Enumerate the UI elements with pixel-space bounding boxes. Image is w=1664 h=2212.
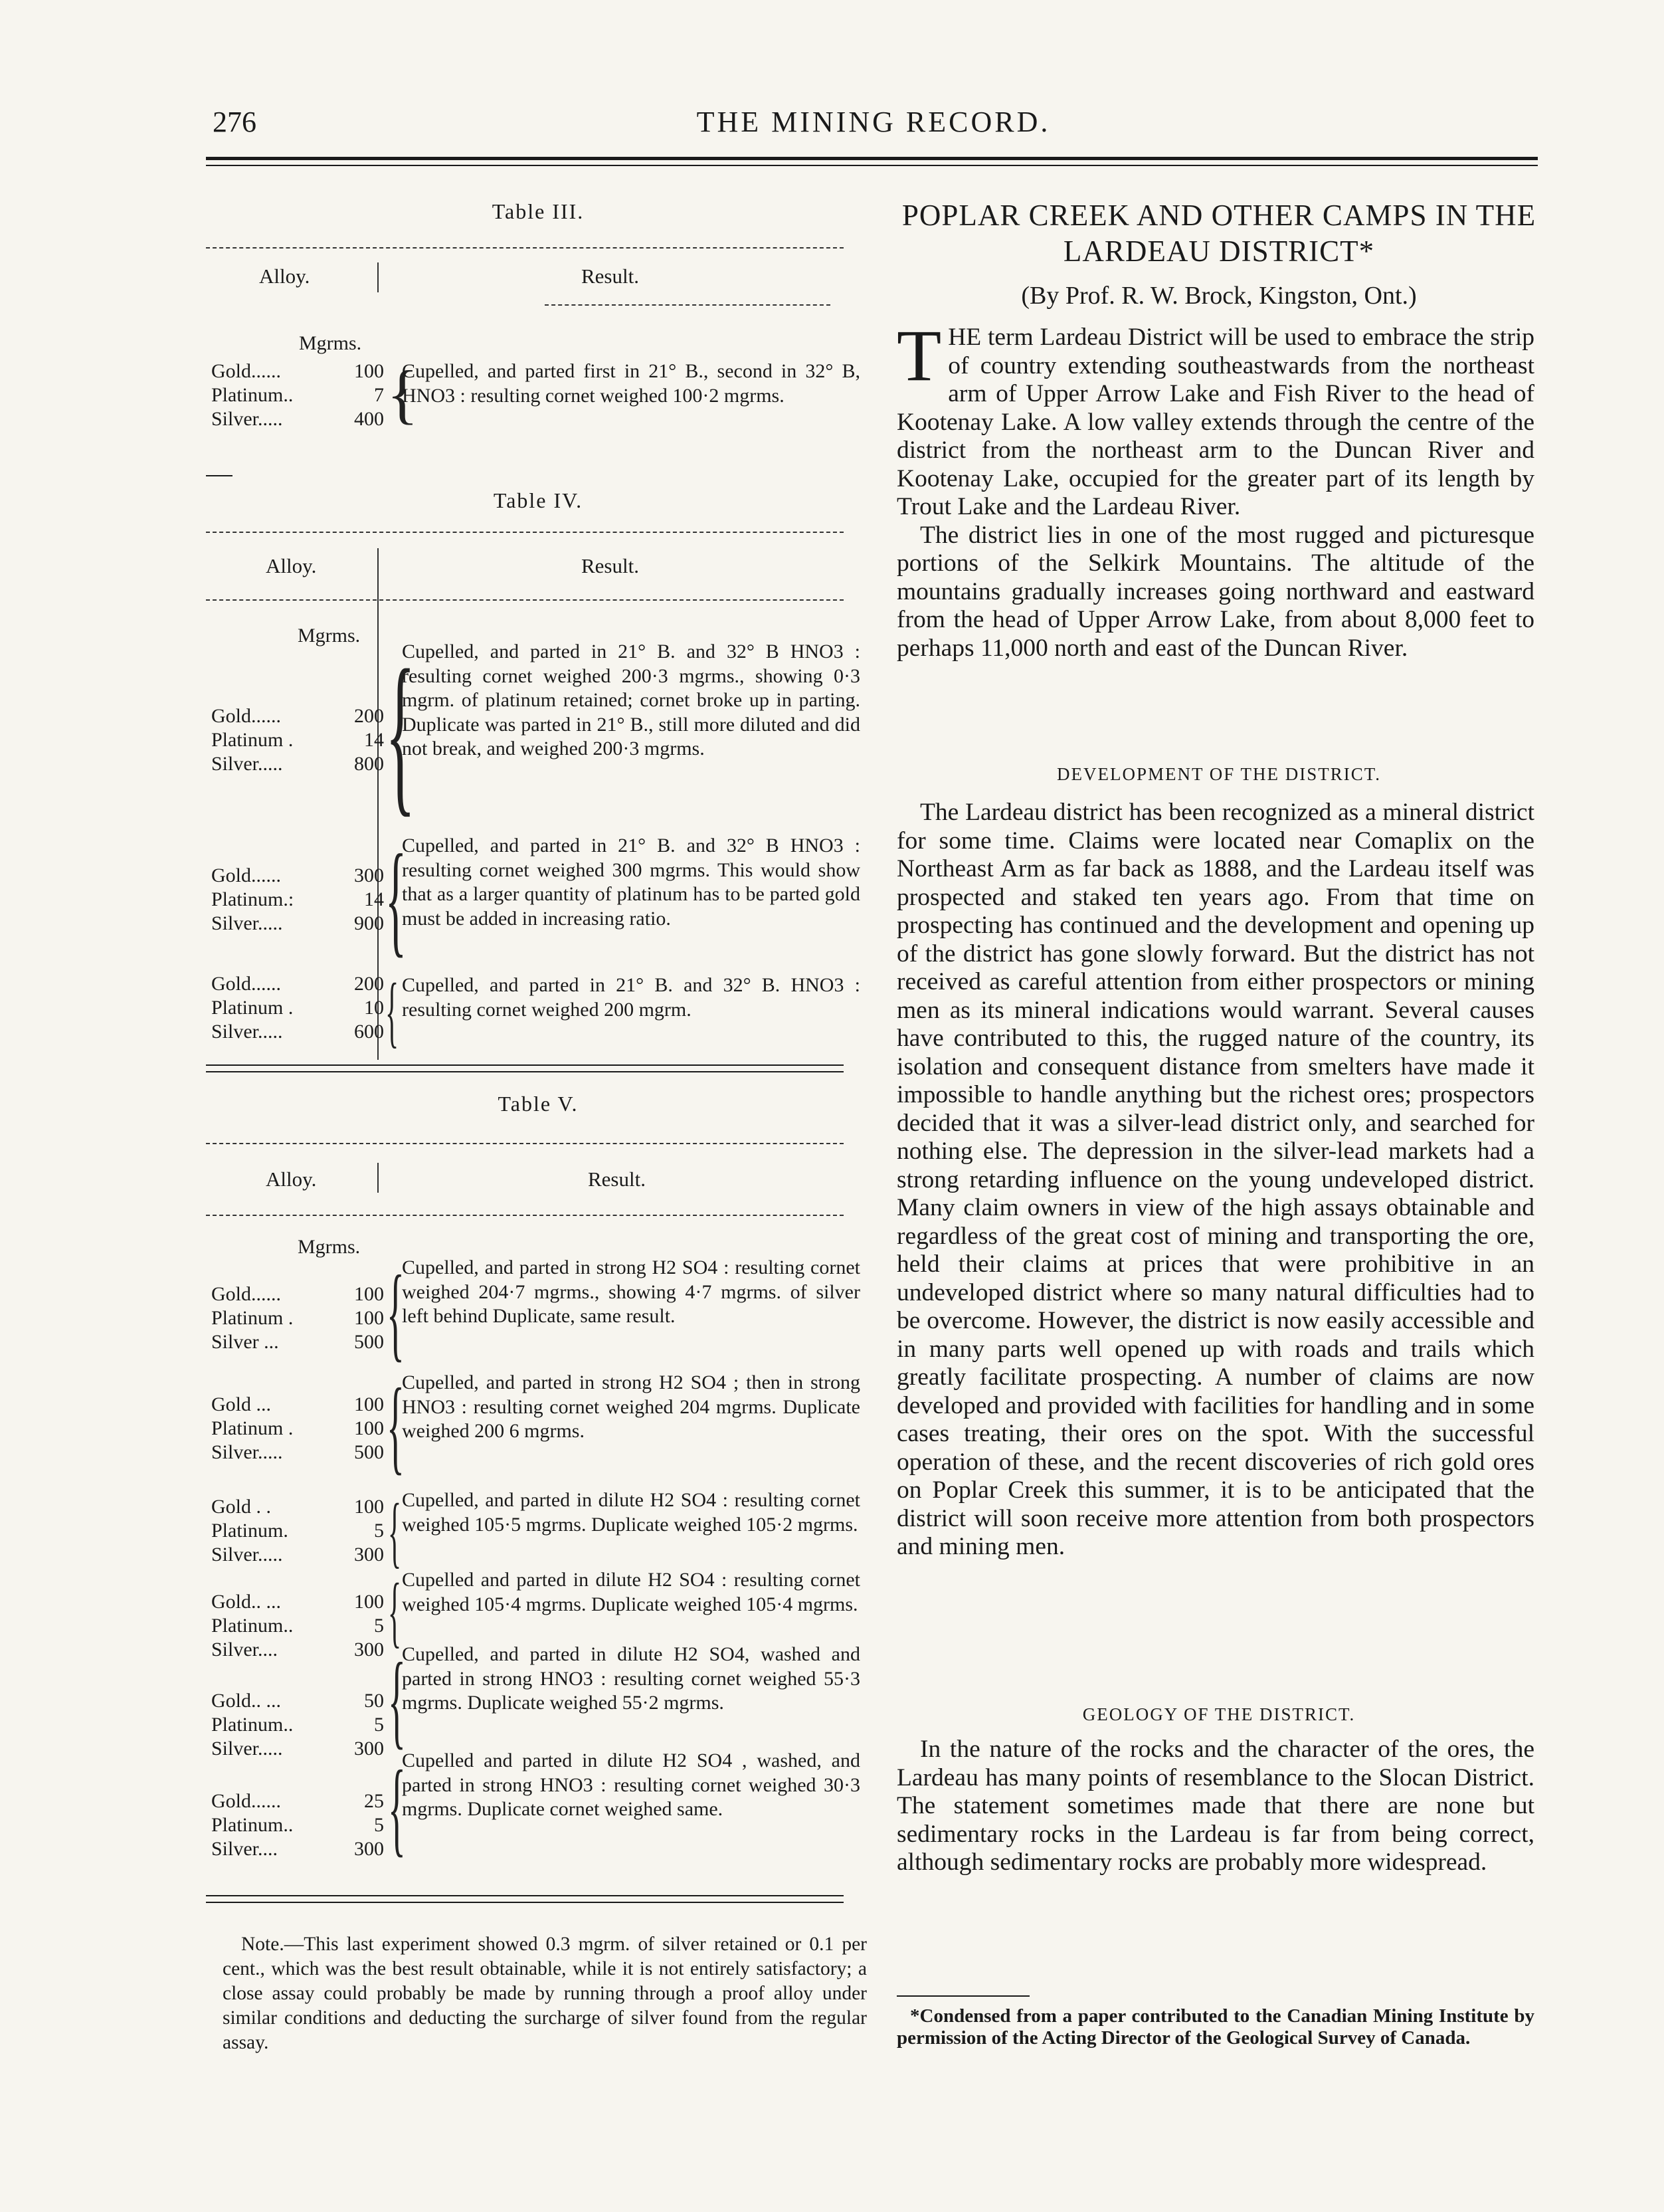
column-header-result: Result.	[581, 264, 639, 288]
table-rule	[206, 1895, 844, 1896]
metal-name: Platinum..	[211, 1714, 294, 1736]
table-rule	[206, 1071, 844, 1072]
units-label: Mgrms.	[298, 625, 361, 647]
metal-amount: 600	[354, 1021, 384, 1043]
metal-amount: 7	[374, 384, 384, 406]
table-rule	[545, 304, 830, 306]
brace-icon: {	[387, 1253, 405, 1371]
result-text: Cupelled, and parted in strong H2 SO4 ; then in strong HNO3 : resulting cornet weighed 204 mgrms. Duplicate weighed 200 6 mgrms.	[402, 1371, 860, 1442]
paragraph-text: HE term Lardeau District will be used to embrace the strip of country extending southeastwards from the northeast arm of Upper Arrow Lake and Fish River to the head of Kootenay Lake. A low valley extends through the centre of the district from the northeast arm to the Duncan River and Kootenay Lake, occupied for the greater part of its length by Trout Lake and the Lardeau River.	[897, 324, 1534, 520]
metal-amount: 200	[354, 705, 384, 727]
running-head: THE MINING RECORD.	[696, 106, 1051, 138]
metal-amount: 200	[354, 973, 384, 995]
alloy-composition	[211, 1590, 384, 1662]
table-caption: Table V.	[498, 1092, 579, 1116]
brace-icon: {	[387, 357, 418, 431]
metal-name: Silver.....	[211, 408, 283, 430]
alloy-composition	[211, 704, 384, 776]
brace-icon: {	[388, 1641, 406, 1759]
brace-icon: {	[385, 829, 407, 969]
brace-icon: {	[385, 967, 399, 1055]
alloy-line	[211, 1330, 384, 1354]
alloy-line	[211, 1020, 384, 1044]
metal-amount: 500	[354, 1441, 384, 1463]
metal-amount: 5	[374, 1520, 384, 1542]
column-header-alloy: Alloy.	[266, 1167, 317, 1191]
alloy-line	[211, 1813, 384, 1837]
metal-amount: 300	[354, 864, 384, 886]
alloy-line	[211, 996, 384, 1020]
alloy-line	[211, 1837, 384, 1861]
metal-name: Platinum .	[211, 729, 294, 751]
result-text: Cupelled, and parted in strong H2 SO4 : resulting cornet weighed 204·7 mgrms., showing 4·7 mgrms. of silver left behind Duplicate, same result.	[402, 1257, 860, 1327]
metal-amount: 300	[354, 1639, 384, 1660]
table-rule	[206, 599, 844, 601]
alloy-line	[211, 1590, 384, 1614]
metal-name: Platinum..	[211, 1814, 294, 1836]
metal-name: Silver.....	[211, 1544, 283, 1565]
alloy-line	[211, 972, 384, 996]
metal-name: Platinum..	[211, 1615, 294, 1637]
result-text: Cupelled and parted in dilute H2 SO4 : resulting cornet weighed 105·4 mgrms. Duplicate weighed 105·4 mgrms.	[402, 1569, 860, 1615]
article-byline: (By Prof. R. W. Brock, Kingston, Ont.)	[1021, 282, 1417, 310]
metal-name: Gold . .	[211, 1496, 271, 1518]
metal-name: Gold......	[211, 1790, 281, 1812]
table-note: Note.—This last experiment showed 0.3 mgrm. of silver retained or 0.1 per cent., which was the best result obtainable, while it is not entirely satisfactory; a close assay could probably be made by running through a proof alloy under similar conditions and deducting the surcharge of silver found from the regular assay.	[223, 1934, 867, 2053]
alloy-composition	[211, 1689, 384, 1761]
alloy-composition	[211, 359, 384, 431]
alloy-composition	[211, 1282, 384, 1354]
metal-name: Gold......	[211, 360, 281, 382]
result-text: Cupelled and parted in dilute H2 SO4 , washed, and parted in strong HNO3 : resulting cornet weighed 30·3 mgrms. Duplicate cornet weighed same.	[402, 1750, 860, 1820]
article-geology	[897, 1736, 1534, 1877]
metal-amount: 50	[364, 1690, 384, 1712]
metal-name: Platinum..	[211, 384, 294, 406]
metal-name: Platinum.:	[211, 888, 294, 910]
page-header	[213, 105, 1534, 145]
metal-amount: 100	[354, 1496, 384, 1518]
table-caption: Table IV.	[493, 488, 583, 512]
metal-name: Platinum .	[211, 1307, 294, 1329]
metal-name: Gold......	[211, 973, 281, 995]
metal-name: Silver.....	[211, 753, 283, 775]
metal-name: Silver.....	[211, 1738, 283, 1760]
alloy-line	[211, 728, 384, 752]
alloy-composition	[211, 864, 384, 936]
brace-icon: {	[387, 1366, 405, 1484]
brace-icon: {	[388, 1567, 402, 1655]
alloy-composition	[211, 972, 384, 1044]
metal-amount: 25	[364, 1790, 384, 1812]
units-label: Mgrms.	[298, 1236, 361, 1258]
column-header-result: Result.	[588, 1167, 646, 1191]
table-rule	[206, 1902, 844, 1903]
metal-amount: 400	[354, 408, 384, 430]
result-text: Cupelled, and parted in 21° B. and 32° B. HNO3 : resulting cornet weighed 200 mgrm.	[402, 974, 860, 1021]
column-divider	[377, 262, 379, 292]
metal-name: Gold......	[211, 705, 281, 727]
alloy-line	[211, 1789, 384, 1813]
column-header-result: Result.	[581, 554, 639, 577]
alloy-line	[211, 359, 384, 383]
drop-cap: T	[897, 315, 942, 396]
metal-name: Silver ...	[211, 1331, 279, 1353]
result-text: Cupelled, and parted in dilute H2 SO4, washed and parted in strong HNO3 : resulting cornet weighed 55·3 mgrms. Duplicate weighed 55·2 mgrms.	[402, 1643, 860, 1714]
column-header-alloy: Alloy.	[259, 264, 310, 288]
metal-amount: 100	[354, 1591, 384, 1613]
alloy-line	[211, 1543, 384, 1567]
header-rule-thin	[206, 165, 1538, 166]
alloy-line	[211, 407, 384, 431]
table-rule	[206, 475, 232, 476]
alloy-line	[211, 1441, 384, 1464]
metal-amount: 300	[354, 1738, 384, 1760]
paragraph	[897, 315, 1534, 522]
metal-amount: 900	[354, 912, 384, 934]
metal-amount: 100	[354, 1283, 384, 1305]
metal-name: Gold.. ...	[211, 1690, 281, 1712]
article-title: POPLAR CREEK AND OTHER CAMPS IN THE LARDEAU DISTRICT*	[901, 199, 1536, 268]
brace-icon: {	[388, 1748, 406, 1866]
metal-name: Platinum.	[211, 1520, 288, 1542]
metal-amount: 100	[354, 1393, 384, 1415]
column-header-alloy: Alloy.	[266, 554, 317, 577]
units-label: Mgrms.	[299, 332, 362, 354]
paragraph: The district lies in one of the most rugged and picturesque portions of the Selkirk Mountains. The altitude of the mountains gradually increases going northward and eastward from the head of Upper Arrow Lake, from about 8,000 feet to perhaps 11,000 north and east of the Duncan River.	[897, 521, 1534, 662]
alloy-line	[211, 1417, 384, 1441]
footnote: *Condensed from a paper contributed to the Canadian Mining Institute by permission of the Acting Director of the Geological Survey of Canada.	[897, 2005, 1534, 2049]
metal-amount: 10	[364, 997, 384, 1019]
metal-amount: 14	[364, 729, 384, 751]
column-divider	[377, 1163, 379, 1193]
alloy-line	[211, 1638, 384, 1662]
table-rule	[206, 1215, 844, 1216]
brace-icon: {	[385, 633, 416, 832]
alloy-line	[211, 1614, 384, 1638]
alloy-line	[211, 1689, 384, 1713]
alloy-line	[211, 752, 384, 776]
result-text: Cupelled, and parted in 21° B. and 32° B HNO3 : resulting cornet weighed 300 mgrms. This would show that as a larger quantity of platinum has to be parted gold must be added in increasing ratio.	[402, 835, 860, 930]
metal-amount: 500	[354, 1331, 384, 1353]
page-number: 276	[213, 106, 256, 138]
metal-name: Silver....	[211, 1639, 278, 1660]
alloy-line	[211, 704, 384, 728]
alloy-line	[211, 1737, 384, 1761]
alloy-composition	[211, 1495, 384, 1567]
table-rule	[206, 532, 844, 533]
metal-name: Gold......	[211, 1283, 281, 1305]
alloy-line	[211, 1393, 384, 1417]
metal-amount: 800	[354, 753, 384, 775]
table-rule	[206, 1064, 844, 1066]
brace-icon: {	[388, 1487, 402, 1575]
metal-amount: 100	[354, 360, 384, 382]
alloy-line	[211, 888, 384, 912]
metal-amount: 14	[364, 888, 384, 910]
alloy-line	[211, 1519, 384, 1543]
alloy-composition	[211, 1789, 384, 1861]
result-text: Cupelled, and parted in 21° B. and 32° B HNO3 : resulting cornet weighed 200·3 mgrms., showing 0·3 mgrm. of platinum retained; cornet broke up in parting. Duplicate was parted in 21° B., still more diluted and did not break, and weighed 200·3 mgrms.	[402, 641, 860, 759]
metal-name: Silver....	[211, 1838, 278, 1860]
metal-name: Platinum .	[211, 997, 294, 1019]
table-caption: Table III.	[492, 199, 585, 223]
metal-name: Gold.. ...	[211, 1591, 281, 1613]
metal-name: Silver.....	[211, 1441, 283, 1463]
alloy-line	[211, 912, 384, 936]
table-rule	[206, 247, 844, 249]
metal-name: Silver.....	[211, 1021, 283, 1043]
result-text: Cupelled, and parted in dilute H2 SO4 : resulting cornet weighed 105·5 mgrms. Duplicate weighed 105·2 mgrms.	[402, 1489, 860, 1536]
section-heading: GEOLOGY OF THE DISTRICT.	[1082, 1704, 1356, 1724]
header-rule	[206, 157, 1538, 160]
alloy-line	[211, 1306, 384, 1330]
alloy-line	[211, 1282, 384, 1306]
metal-amount: 5	[374, 1714, 384, 1736]
metal-amount: 5	[374, 1814, 384, 1836]
metal-amount: 5	[374, 1615, 384, 1637]
footnote-rule	[897, 1995, 1030, 1997]
metal-name: Platinum .	[211, 1417, 294, 1439]
result-text: Cupelled, and parted first in 21° B., second in 32° B, HNO3 : resulting cornet weighed 100·2 mgrms.	[402, 360, 860, 407]
table-rule	[206, 1143, 844, 1144]
section-heading: DEVELOPMENT OF THE DISTRICT.	[1057, 764, 1381, 784]
alloy-line	[211, 383, 384, 407]
metal-name: Gold ...	[211, 1393, 271, 1415]
metal-amount: 300	[354, 1838, 384, 1860]
alloy-line	[211, 1495, 384, 1519]
paragraph: The Lardeau district has been recognized as a mineral district for some time. Claims were located near Comaplix on the Northeast Arm as far back as 1888, and the Lardeau itself was prospected and staked ten years ago. From that time on prospecting has continued and the development and opening up of the district has gone slowly forward. But the district has not received as careful attention from either prospectors or mining men as its mineral indications would warrant. Several causes have contributed to this, the rugged nature of the country, its isolation and consequent distance from smelters have made it impossible to handle anything but the richest ores; prospectors decided that it was a silver-lead district only, and searched for nothing else. The depression in the silver-lead markets had a strong retarding influence on the young undeveloped district. Many claim owners in view of the high assays obtainable and regardless of the great cost of mining and transporting the ore, held their claims at prices that were prohibitive in an undeveloped district where so many natural difficulties had to be overcome. However, the district is now easily accessible and in many parts well opened up with roads and trails which greatly facilitate prospecting. A number of claims are now developed and provided with facilities for handling and in some cases treating, their ores on the spot. With the successful operation of these, and the recent discoveries of rich gold ores on Poplar Creek this summer, it is to be anticipated that the district will soon receive more attention from both prospectors and mining men.	[897, 799, 1534, 1560]
article-development	[897, 799, 1534, 1561]
metal-amount: 300	[354, 1544, 384, 1565]
paragraph: In the nature of the rocks and the character of the ores, the Lardeau has many points of resemblance to the Slocan District. The statement sometimes made that there are none but sedimentary rocks in the Lardeau is far from being correct, although sedimentary rocks are probably more widespread.	[897, 1736, 1534, 1876]
metal-name: Silver.....	[211, 912, 283, 934]
alloy-line	[211, 864, 384, 888]
article-intro	[897, 315, 1534, 662]
metal-amount: 100	[354, 1417, 384, 1439]
alloy-composition	[211, 1393, 384, 1464]
metal-name: Gold......	[211, 864, 281, 886]
alloy-line	[211, 1713, 384, 1737]
metal-amount: 100	[354, 1307, 384, 1329]
